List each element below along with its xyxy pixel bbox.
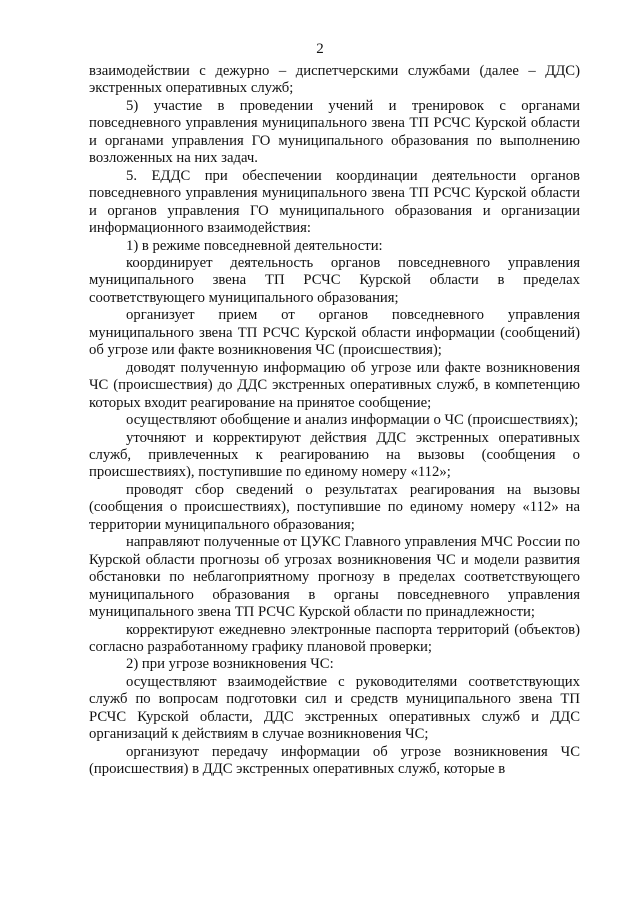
paragraph: проводят сбор сведений о результатах реагирования на вызовы (сообщения о происшествиях), поступившие по единому номеру «112» на территории муниципального образования; (89, 481, 580, 533)
paragraph: корректируют ежедневно электронные паспорта территорий (объектов) согласно разработанному графику плановой проверки; (89, 621, 580, 655)
paragraph: 2) при угрозе возникновения ЧС: (126, 656, 334, 673)
paragraph: координирует деятельность органов повседневного управления муниципального звена ТП РСЧС Курской области в пределах соответствующего муниципального образования; (89, 254, 580, 306)
document-body (89, 63, 580, 779)
paragraph: организует прием от органов повседневного управления муниципального звена ТП РСЧС Курской области информации (сообщений) об угрозе или факте возникновения ЧС (происшествия); (89, 307, 580, 359)
paragraph: доводят полученную информацию об угрозе или факте возникновения ЧС (происшествия) до ДДС экстренных оперативных служб, в компетенцию которых входит реагирование на принятое сообщение; (89, 359, 580, 411)
paragraph: направляют полученные от ЦУКС Главного управления МЧС России по Курской области прогнозы об угрозах возникновения ЧС и модели развития обстановки по неблагоприятному прогнозу в пределах соответствующего муниципального образования в органы повседневного управления муниципального звена ТП РСЧС Курской области по принадлежности; (89, 534, 580, 621)
paragraph: осуществляют обобщение и анализ информации о ЧС (происшествиях); (126, 412, 579, 429)
paragraph: организуют передачу информации об угрозе возникновения ЧС (происшествия) в ДДС экстренных оперативных служб, которые в (89, 743, 580, 778)
paragraph: осуществляют взаимодействие с руководителями соответствующих служб по вопросам подготовки сил и средств муниципального звена ТП РСЧС Курской области, ДДС экстренных оперативных служб и ДДС организаций к действиям в случае возникновения ЧС; (89, 673, 580, 743)
paragraph: уточняют и корректируют действия ДДС экстренных оперативных служб, привлеченных к реагированию на вызовы (сообщения о происшествиях), поступившие по единому номеру «112»; (89, 429, 580, 481)
paragraph: взаимодействии с дежурно – диспетчерскими службами (далее – ДДС) экстренных оперативных служб; (89, 63, 580, 97)
paragraph: 1) в режиме повседневной деятельности: (126, 237, 383, 254)
paragraph: 5. ЕДДС при обеспечении координации деятельности органов повседневного управления муниципального звена ТП РСЧС Курской области и органов управления ГО муниципального образования и организации информационного взаимодействия: (89, 167, 580, 237)
paragraph: 5) участие в проведении учений и тренировок с органами повседневного управления муниципального звена ТП РСЧС Курской области и органами управления ГО муниципального образования по выполнению возложенных на них задач. (89, 97, 580, 167)
page-number: 2 (316, 41, 324, 57)
